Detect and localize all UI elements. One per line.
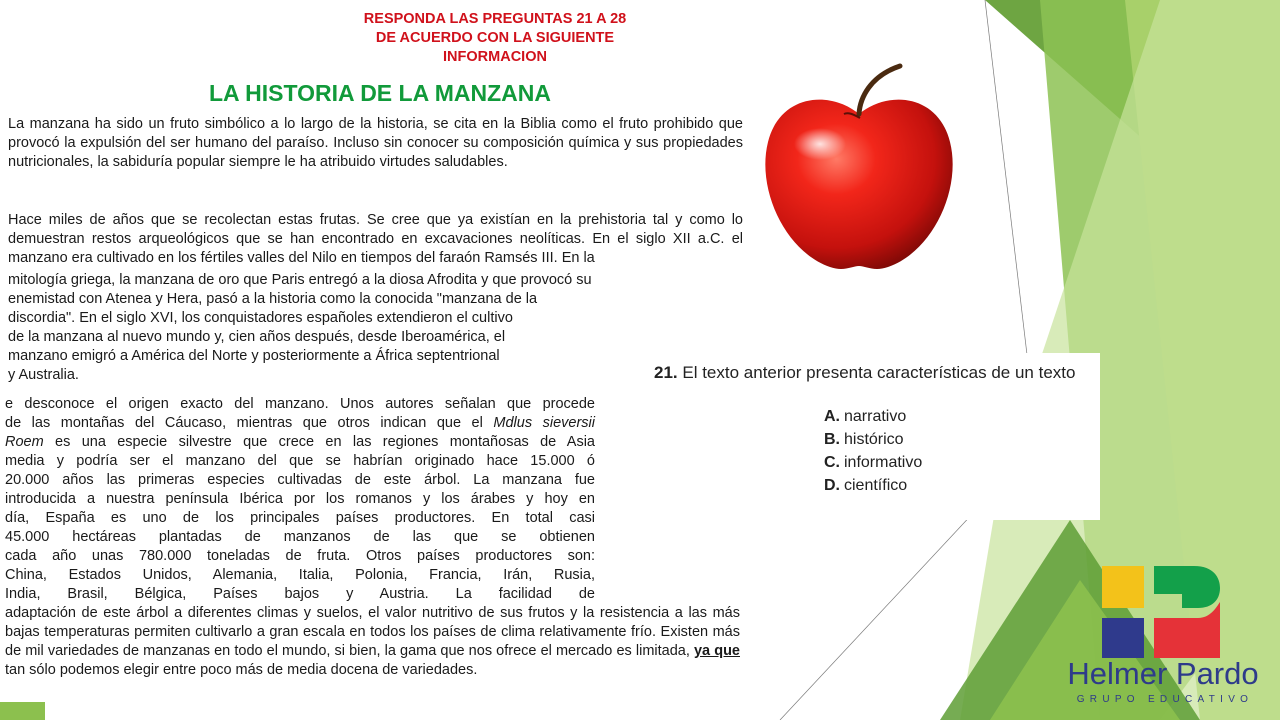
paragraph-3-line: media y podría ser el manzano del que se habrían originado hace 15.000 ó — [5, 453, 595, 469]
paragraph-3-line: e desconoce el origen exacto del manzano. Unos autores señalan que procede — [5, 396, 595, 412]
paragraph-2-line: enemistad con Atenea y Hera, pasó a la historia como la conocida "manzana de la — [8, 291, 538, 307]
paragraph-2-line: discordia". En el siglo XVI, los conquistadores españoles extendieron el cultivo — [8, 310, 513, 326]
paragraph-2-line: manzano emigró a América del Norte y posteriormente a África septentrional — [8, 348, 500, 364]
text-run: es una especie silvestre que crece en las regiones montañosas de Asia — [43, 434, 595, 450]
question-card — [640, 353, 1100, 520]
paragraph-3-line — [5, 414, 595, 433]
option-letter: D. — [824, 477, 840, 494]
question-text — [654, 363, 1075, 383]
logo-name: Helmer Pardo — [1067, 656, 1259, 691]
option-text: histórico — [844, 431, 904, 448]
paragraph-3-line: India, Brasil, Bélgica, Países bajos y Austria. La facilidad de — [5, 586, 595, 602]
paragraph-3-line: China, Estados Unidos, Alemania, Italia, Polonia, Francia, Irán, Rusia, — [5, 567, 595, 583]
paragraph-1: La manzana ha sido un fruto simbólico a lo largo de la historia, se cita en la Biblia como el fruto prohibido que provocó la expulsión del ser humano del paraíso. Incluso sin conocer su composición química y sus propiedades nutricionales, la sabiduría popular siempre le ha atribuido virtudes saludables. — [8, 116, 743, 170]
header-line: RESPONDA LAS PREGUNTAS 21 A 28 — [363, 11, 627, 27]
instructions-header — [300, 10, 690, 67]
species-name-end: Roem — [5, 434, 44, 450]
paragraph-3-line: día, España es uno de los principales países productores. En total casi — [5, 510, 595, 526]
paragraph-3-line: 45.000 hectáreas plantadas de manzanos de las que se obtienen — [5, 529, 595, 545]
answer-options — [824, 405, 922, 497]
option-b[interactable] — [824, 428, 922, 451]
option-letter: A. — [824, 408, 840, 425]
paragraph-3-line: 20.000 años las primeras especies cultivadas de este árbol. La manzana fue — [5, 472, 595, 488]
header-line: INFORMACION — [443, 49, 547, 65]
paragraph-2-line: y Australia. — [8, 367, 79, 383]
text-run: tan sólo podemos elegir entre poco más de media docena de variedades. — [5, 662, 478, 678]
option-d[interactable] — [824, 474, 922, 497]
helmer-pardo-logo-mark — [1102, 564, 1220, 660]
paragraph-2-line: mitología griega, la manzana de oro que Paris entregó a la diosa Afrodita y que provocó su — [8, 272, 592, 288]
option-letter: B. — [824, 431, 840, 448]
paragraph-2-lines: Hace miles de años que se recolectan estas frutas. Se cree que ya existían en la prehistoria tal y como lo demuestran restos arqueológicos que se han encontrado en excavaciones neolíticas. En el siglo XII a.C. el manzano era cultivado en los fértiles valles del Nilo en tiempos del faraón Ramsés III. En la — [8, 212, 743, 266]
apple-image — [760, 62, 958, 277]
option-text: científico — [844, 477, 908, 494]
option-text: narrativo — [844, 408, 907, 425]
option-c[interactable] — [824, 451, 922, 474]
paragraph-3-column — [5, 395, 595, 604]
paragraph-3-line — [5, 433, 595, 452]
question-number: 21. — [654, 363, 678, 382]
logo-subtitle: GRUPO EDUCATIVO — [1076, 694, 1254, 705]
helmer-pardo-logo — [1058, 560, 1268, 720]
text-run: adaptación de este árbol a diferentes climas y suelos, el valor nutritivo de sus frutos y la resistencia a las más bajas temperaturas permiten cultivarlo a gran escala en todos los países de clima relativamente frío. Existen más de mil variedades de manzanas en todo el mundo, si bien, la gama que nos ofrece el mercado es limitada, — [5, 605, 740, 659]
underlined-phrase: ya que — [693, 643, 740, 659]
paragraph-2-line: de la manzana al nuevo mundo y, cien años después, desde Iberoamérica, el — [8, 329, 506, 345]
option-a[interactable] — [824, 405, 922, 428]
paragraph-3-line: cada año unas 780.000 toneladas de fruta. Otros países productores son: — [5, 548, 595, 564]
option-letter: C. — [824, 454, 840, 471]
option-text: informativo — [844, 454, 923, 471]
paragraph-3-tail — [5, 604, 740, 680]
species-name: Mdlus sieversii — [493, 415, 595, 431]
question-prompt: El texto anterior presenta características de un texto — [682, 363, 1076, 382]
paragraph-3-line: introducida a nuestra península Ibérica por los romanos y los árabes y hoy en — [5, 491, 595, 507]
page-title: LA HISTORIA DE LA MANZANA — [208, 80, 551, 106]
text-run: de las montañas del Cáucaso, mientras que otros indican que el — [5, 415, 494, 431]
header-line: DE ACUERDO CON LA SIGUIENTE — [375, 30, 615, 46]
